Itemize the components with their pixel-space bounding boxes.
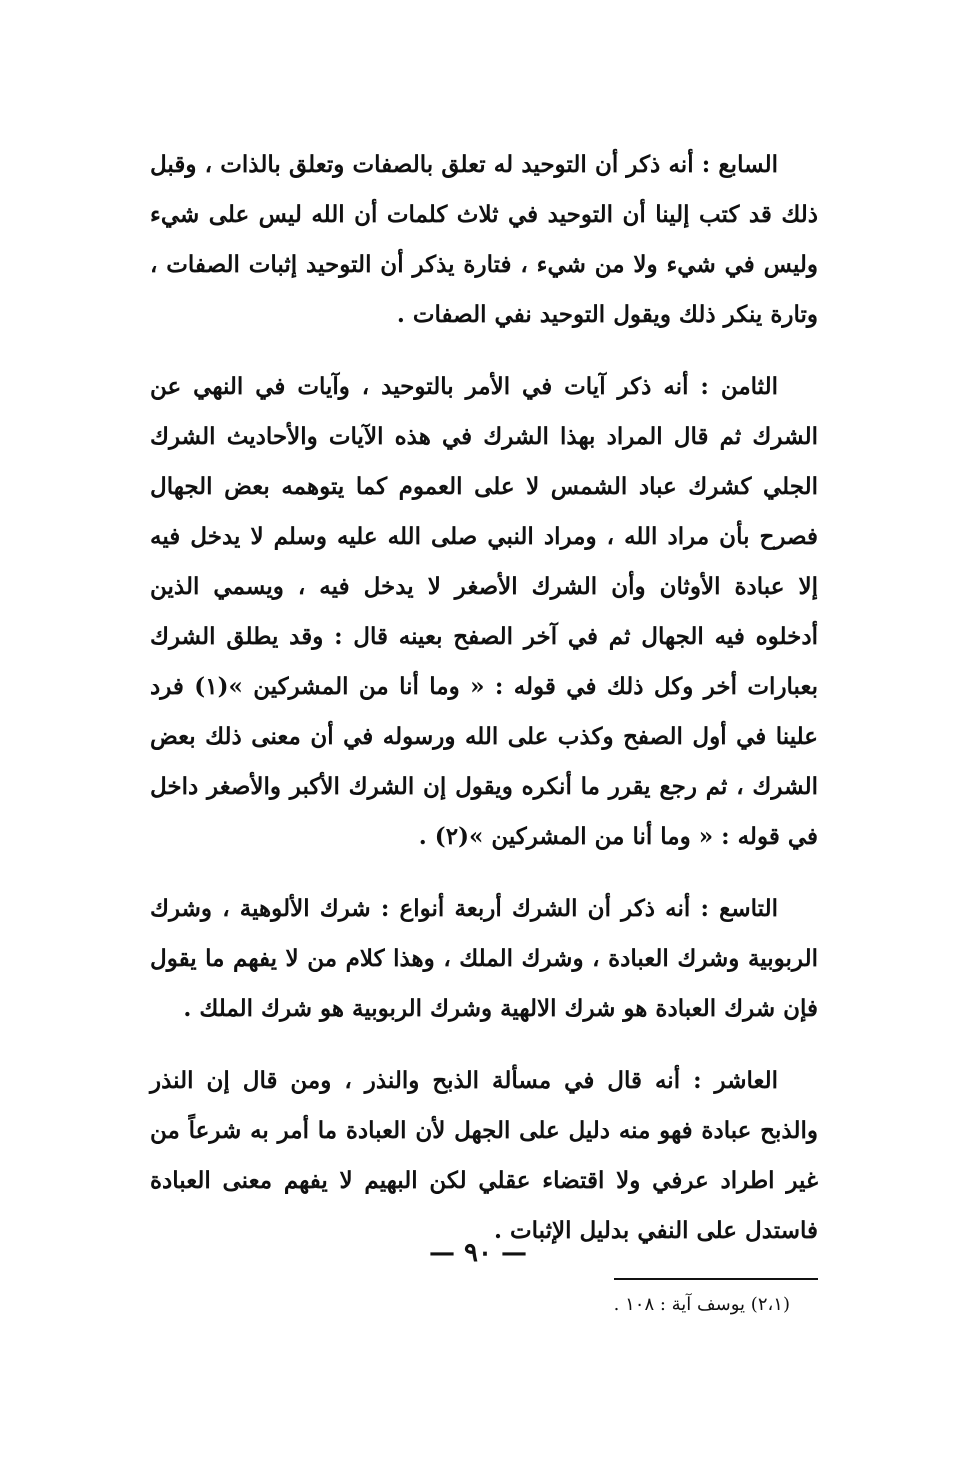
paragraph-seventh: السابع : أنه ذكر أن التوحيد له تعلق بالصفات وتعلق بالذات ، وقبل ذلك قد كتب إلينا أن التوحيد في ثلاث كلمات أن الله ليس على شيء وليس في شيء ولا من شيء ، فتارة يذكر أن التوحيد إثبات الصفات ، وتارة ينكر ذلك ويقول التوحيد نفي الصفات . (150, 151, 818, 328)
page-body (150, 140, 818, 1318)
footnote: (٢،١) يوسف آية : ١٠٨ . (613, 1294, 790, 1315)
paragraph-eighth: الثامن : أنه ذكر آيات في الأمر بالتوحيد ، وآيات في النهي عن الشرك ثم قال المراد بهذا الشرك في هذه الآيات والأحاديث الشرك الجلي كشرك عباد الشمس لا على العموم كما يتوهمه بعض الجهال فصرح بأن مراد الله ، ومراد النبي صلى الله عليه وسلم لا يدخل فيه إلا عبادة الأوثان وأن الشرك الأصغر لا يدخل فيه ، ويسمي الذين أدخلوه فيه الجهال ثم في آخر الصفح بعينه قال : وقد يطلق الشرك بعبارات أخر وكل ذلك في قوله : « وما أنا من المشركين »(١) فرد علينا في أول الصفح وكذب على الله ورسوله في أن معنى ذلك بعض الشرك ، ثم رجع يقرر ما أنكره ويقول إن الشرك الأكبر والأصغر داخل في قوله : « وما أنا من المشركين »(٢) . (150, 373, 818, 850)
page-number: — ٩٠ — (428, 1238, 528, 1268)
paragraph-tenth: العاشر : أنه قال في مسألة الذبح والنذر ، ومن قال إن النذر والذبح عبادة فهو منه دليل على الجهل لأن العبادة ما أمر به شرعاً من غير اطراد عرفي ولا اقتضاء عقلي لكن البهيم لا يفهم معنى العبادة فاستدل على النفي بدليل الإثبات . (150, 1067, 818, 1244)
paragraph-ninth: التاسع : أنه ذكر أن الشرك أربعة أنواع : شرك الألوهية ، وشرك الربوبية وشرك العبادة ، وشرك الملك ، وهذا كلام من لا يفهم ما يقول فإن شرك العبادة هو شرك الالهية وشرك الربوبية هو شرك الملك . (150, 895, 818, 1022)
footnote-divider (614, 1278, 818, 1280)
